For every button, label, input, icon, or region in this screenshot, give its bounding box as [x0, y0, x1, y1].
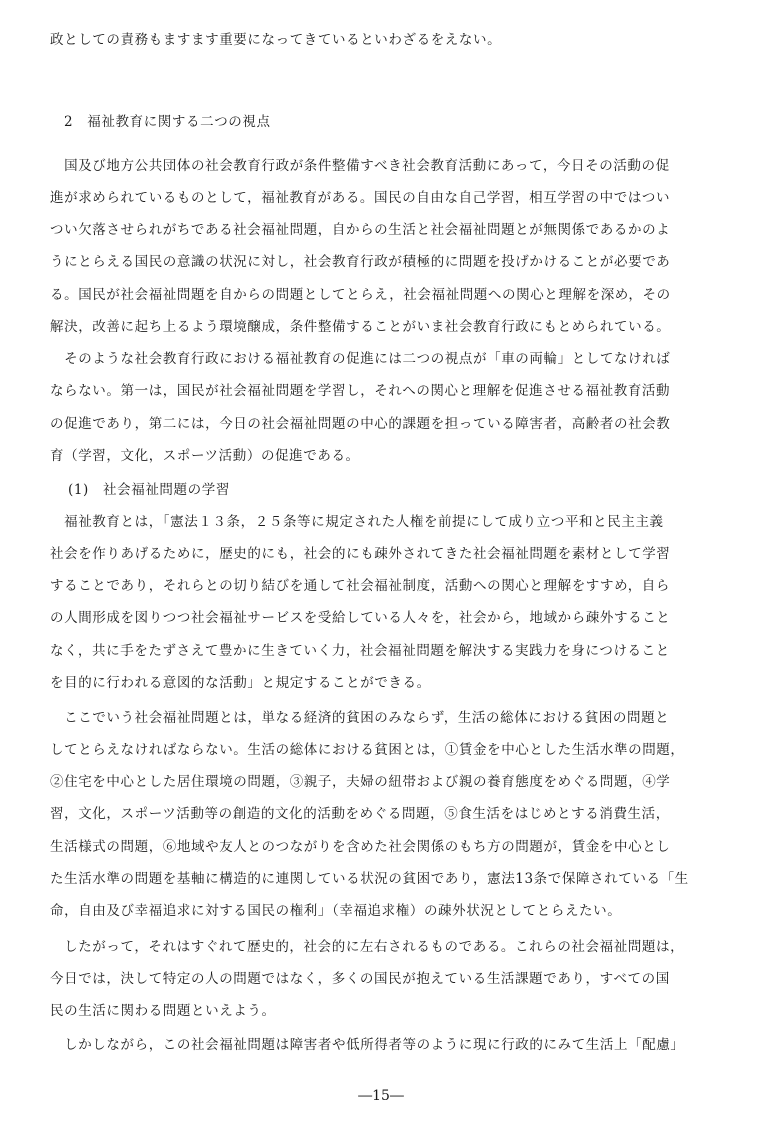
page-number: ―15― [358, 1088, 404, 1104]
text-line: る。国民が社会福祉問題を自からの問題としてとらえ，社会福祉問題への関心と理解を深め，その [50, 287, 671, 303]
text-line: 生活様式の問題，⑥地域や友人とのつながりを含めた社会関係のもち方の問題が，賃金を中心とし [50, 839, 671, 855]
text-line: 今日では，決して特定の人の問題ではなく，多くの国民が抱えている生活課題であり，すべての国 [50, 971, 670, 987]
text-line: そのような社会教育行政における福祉教育の促進には二つの視点が「車の両輪」としてなければ [50, 351, 671, 367]
text-line: ここでいう社会福祉問題とは，単なる経済的貧困のみならず，生活の総体における貧困の問題と [50, 710, 670, 726]
text-line: の促進であり，第二には，今日の社会福祉問題の中心的課題を担っている障害者，高齢者の社会教 [50, 416, 671, 432]
text-line: つい欠落させられがちである社会福祉問題，自からの生活と社会福祉問題とが無関係であるかのよ [50, 222, 671, 238]
text-line: してとらえなければならない。生活の総体における貧困とは，①賃金を中心とした生活水準の問題， [50, 742, 685, 758]
text-line: 育（学習，文化，スポーツ活動）の促進である。 [50, 448, 360, 464]
text-line: た生活水準の問題を基軸に構造的に連関している状況の貧困であり，憲法13条で保障されている「生 [50, 871, 689, 887]
text-line: の人間形成を図りつつ社会福祉サービスを受給している人々を，社会から，地域から疎外すること [50, 610, 671, 626]
text-line: 福祉教育とは，「憲法１３条，２５条等に規定された人権を前提にして成り立つ平和と民主主義 [50, 514, 664, 530]
text-line: 解決，改善に起ち上るよう環境醸成，条件整備することがいま社会教育行政にもとめられている。 [50, 319, 671, 335]
text-line: 進が求められているものとして，福祉教育がある。国民の自由な自己学習，相互学習の中ではつい [50, 190, 671, 206]
section-heading: 2 福祉教育に関する二つの視点 [64, 114, 271, 130]
text-line: 民の生活に関わる問題といえよう。 [50, 1003, 276, 1019]
top-line: 政としての責務もますます重要になってきているといわざるをえない。 [50, 32, 502, 48]
text-line: 社会を作りあげるために，歴史的にも，社会的にも疎外されてきた社会福祉問題を素材として学習 [50, 546, 671, 562]
text-line: 命，自由及び幸福追求に対する国民の権利」（幸福追求権）の疎外状況としてとらえたい。 [50, 903, 622, 919]
text-line: 国及び地方公共団体の社会教育行政が条件整備すべき社会教育活動にあって，今日その活動の促 [50, 158, 670, 174]
text-line: しかしながら，この社会福祉問題は障害者や低所得者等のように現に行政的にみて生活上「配慮」 [50, 1037, 685, 1053]
text-line: したがって，それはすぐれて歴史的，社会的に左右されるものである。これらの社会福祉問題は， [50, 939, 685, 955]
text-line: ならない。第一は，国民が社会福祉問題を学習し，それへの関心と理解を促進させる福祉教育活動 [50, 383, 671, 399]
subheading: (1) 社会福祉問題の学習 [68, 482, 230, 498]
text-line: ②住宅を中心とした居住環境の問題，③親子，夫婦の紐帯および親の養育態度をめぐる問題，④学 [50, 774, 671, 790]
text-line: うにとらえる国民の意識の状況に対し，社会教育行政が積極的に問題を投げかけることが必要であ [50, 254, 671, 270]
text-line: 習，文化，スポーツ活動等の創造的文化的活動をめぐる問題，⑤食生活をはじめとする消費生活， [50, 806, 670, 822]
text-line: することであり，それらとの切り結びを通して社会福祉制度，活動への関心と理解をすすめ，自ら [50, 578, 670, 594]
text-line: なく，共に手をたずさえて豊かに生きていく力，社会福祉問題を解決する実践力を身につけること [50, 643, 670, 659]
text-line: を目的に行われる意図的な活動」と規定することができる。 [50, 675, 431, 691]
